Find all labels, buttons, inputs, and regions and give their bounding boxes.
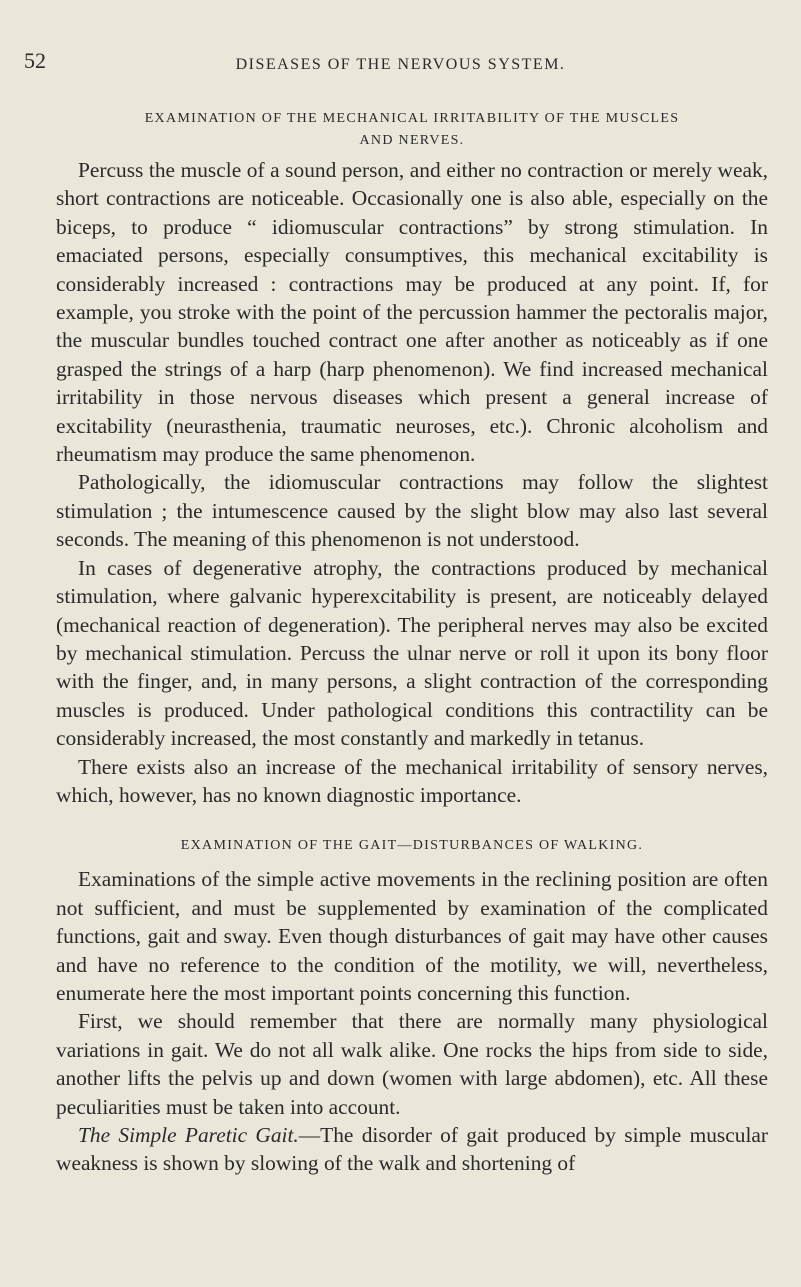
running-head: DISEASES OF THE NERVOUS SYSTEM.	[235, 56, 566, 73]
italic-subheading: The Simple Paretic Gait.	[78, 1123, 299, 1147]
paragraph-paretic-gait	[56, 1121, 768, 1178]
paragraph: Percuss the muscle of a sound person, and either no contraction or merely weak, short contractions are noticeable. Occasionally one is also able, especially on the biceps, to produce “ idiomuscular contractions” by strong stimulation. In emaciated persons, especially consumptives, this mechanical excitability is considerably increased : contractions may be produced at any point. If, for example, you stroke with the point of the percussion hammer the pectoralis major, the muscular bundles touched contract one after another as noticeably as if one grasped the strings of a harp (harp phenomenon). We find increased mechanical irritability in those nervous diseases which present a general increase of excitability (neurasthenia, traumatic neuroses, etc.). Chronic alcoholism and rheumatism may produce the same phenomenon.	[56, 158, 768, 467]
paragraph: Examinations of the simple active movements in the reclining position are often not sufficient, and must be supplemented by examination of the complicated functions, gait and sway. Even though disturbances of gait may have other causes and have no reference to the condition of the motility, we will, nevertheless, enumerate here the most important points concerning this function.	[56, 867, 768, 1005]
paragraph-text: —The disorder of gait produced by simple muscular weakness is shown by slowing of the walk and shortening of	[56, 1123, 769, 1176]
section-heading-mechanical-irritability	[56, 108, 768, 152]
paragraph: First, we should remember that there are normally many physiological variations in gait. We do not all walk alike. One rocks the hips from side to side, another lifts the pelvis up and down (women with large abdomen), etc. All these peculiarities must be taken into account.	[56, 1009, 768, 1119]
page-content	[56, 108, 768, 1178]
section-heading-line: AND NERVES.	[359, 133, 465, 148]
section-heading-gait: EXAMINATION OF THE GAIT—DISTURBANCES OF WALKING.	[180, 838, 644, 854]
section-heading-line: EXAMINATION OF THE MECHANICAL IRRITABILITY OF THE MUSCLES	[144, 111, 680, 126]
paragraph: Pathologically, the idiomuscular contractions may follow the slightest stimulation ; the intumescence caused by the slight blow may also last several seconds. The meaning of this phenomenon is not understood.	[56, 470, 768, 552]
paragraph: In cases of degenerative atrophy, the contractions produced by mechanical stimulation, where galvanic hyperexcitability is present, are noticeably delayed (mechanical reaction of degeneration). The peripheral nerves may also be excited by mechanical stimulation. Percuss the ulnar nerve or roll it upon its bony floor with the finger, and, in many persons, a slight contraction of the corresponding muscles is produced. Under pathological conditions this contractility can be considerably increased, the most constantly and markedly in tetanus.	[56, 555, 768, 751]
paragraph: There exists also an increase of the mechanical irritability of sensory nerves, which, however, has no known diagnostic importance.	[56, 754, 768, 807]
page-number: 52	[24, 48, 46, 73]
